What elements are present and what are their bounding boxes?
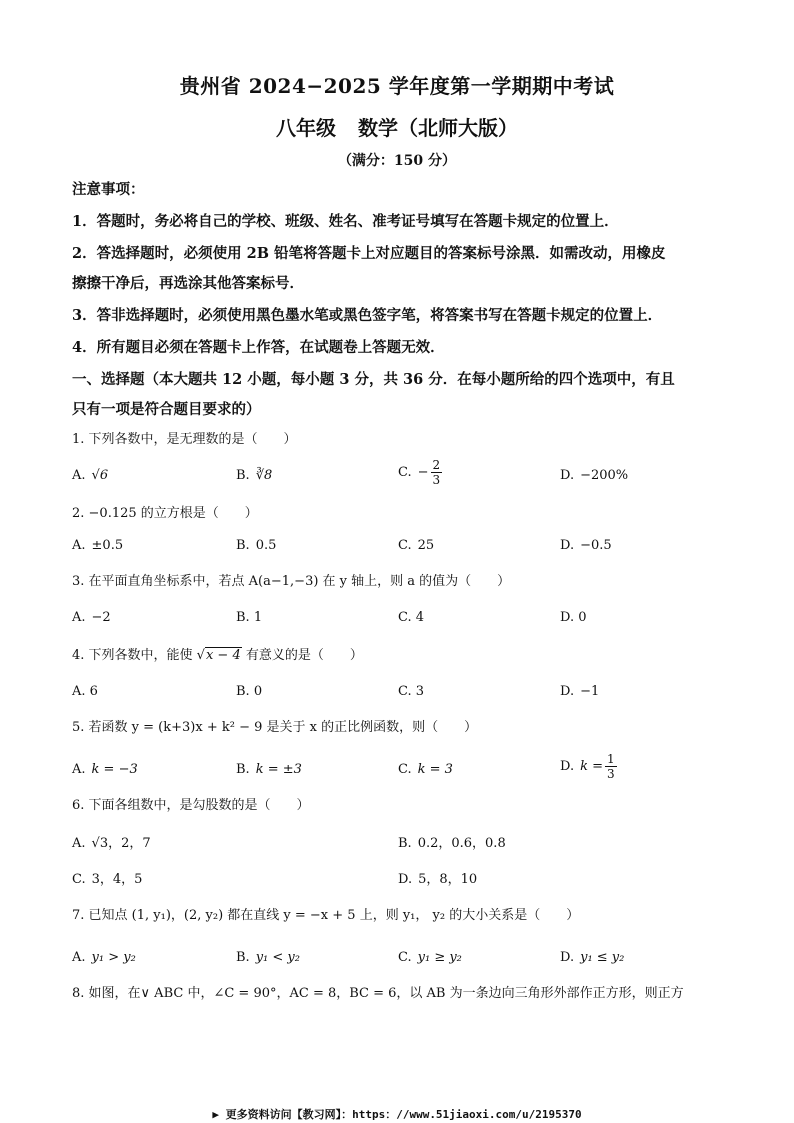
fraction: $\frac{1}{3}$ [607,752,615,781]
q3-option-b: B. 1 [236,610,263,625]
grade-label: 八年级 [276,116,336,140]
q2-option-a: A. ±0.5 [72,538,124,553]
q6-option-d: D. 5，8，10 [398,872,478,887]
q2-option-b: B. 0.5 [236,538,277,553]
q2-option-c: C. 25 [398,538,435,553]
footer-link-text[interactable]: ▶ 更多资料访问【教习网】：https：//www.51jiaoxi.com/u/2195370 [212,1108,582,1121]
radicand: x − 4 [205,648,241,663]
question-4-stem: 4. 下列各数中，能使 √x − 4 有意义的是（ ） [72,648,363,663]
q7-option-b: B. y₁ < y₂ [236,950,300,965]
q4-option-b: B. 0 [236,684,263,699]
fraction: $\frac{2}{3}$ [432,458,441,487]
question-8-stem: 8. 如图，在∨ ABC 中，∠C = 90°，AC = 8，BC = 6，以 AB 为一条边向三角形外部作正方形，则正方 [72,986,684,1001]
question-1-stem: 1. 下列各数中，是无理数的是（ ） [72,432,297,447]
q4-option-d: D. −1 [560,684,600,699]
note-1: 1．答题时，务必将自己的学校、班级、姓名、准考证号填写在答题卡规定的位置上． [72,213,619,230]
q5-option-b: B. k = ±3 [236,762,302,777]
q7-option-c: C. y₁ ≥ y₂ [398,950,462,965]
question-7-stem: 7. 已知点 (1, y₁)，(2, y₂) 都在直线 y = −x + 5 上，则 y₁， y₂ 的大小关系是（ ） [72,908,580,923]
q6-option-c: C. 3，4，5 [72,872,143,887]
q1-option-a: A. √6 [72,468,109,483]
q5-option-a: A. k = −3 [72,762,138,777]
q3-option-c: C. 4 [398,610,425,625]
note-2: 2．答选择题时，必须使用 2B 铅笔将答题卡上对应题目的答案标号涂黑．如需改动，用橡皮 [72,245,666,262]
q3-option-a: A. −2 [72,610,111,625]
note-3: 3．答非选择题时，必须使用黑色墨水笔或黑色签字笔，将答案书写在答题卡规定的位置上． [72,307,663,324]
q7-option-a: A. y₁ > y₂ [72,950,136,965]
q6-option-b: B. 0.2，0.6，0.8 [398,836,506,851]
note-4: 4．所有题目必须在答题卡上作答，在试题卷上答题无效． [72,339,445,356]
question-6-stem: 6. 下面各组数中，是勾股数的是（ ） [72,798,310,813]
q5-option-d: D. k = $\frac{1}{3}$ [560,752,615,781]
q4-option-a: A. 6 [72,684,98,699]
note-2-cont: 擦擦干净后，再选涂其他答案标号． [72,275,304,292]
q1-option-b: B. ∛8 [236,468,273,483]
question-3-stem: 3. 在平面直角坐标系中，若点 A(a−1,−3) 在 y 轴上，则 a 的值为（ ） [72,574,511,589]
q6-option-a: A. √3，2，7 [72,836,151,851]
exam-subtitle [0,112,794,141]
notes-heading: 注意事项： [72,181,145,198]
question-5-stem: 5. 若函数 y = (k+3)x + k² − 9 是关于 x 的正比例函数，则（ ） [72,720,478,735]
full-score: （满分：150 分） [337,153,457,169]
subject-label: 数学（北师大版） [358,116,518,140]
q1-option-d: D. −200% [560,468,629,483]
q4-option-c: C. 3 [398,684,425,699]
q3-option-d: D. 0 [560,610,587,625]
exam-title: 贵州省 2024−2025 学年度第一学期期中考试 [179,74,615,98]
q2-option-d: D. −0.5 [560,538,612,553]
q1-option-c: C. − $\frac{2}{3}$ [398,458,441,487]
question-2-stem: 2. −0.125 的立方根是（ ） [72,506,258,521]
q7-option-d: D. y₁ ≤ y₂ [560,950,625,965]
section-1-heading: 一、选择题（本大题共 12 小题，每小题 3 分，共 36 分．在每小题所给的四个选项中，有且 [72,371,675,388]
section-1-heading-cont: 只有一项是符合题目要求的） [72,401,261,418]
q5-option-c: C. k = 3 [398,762,453,777]
